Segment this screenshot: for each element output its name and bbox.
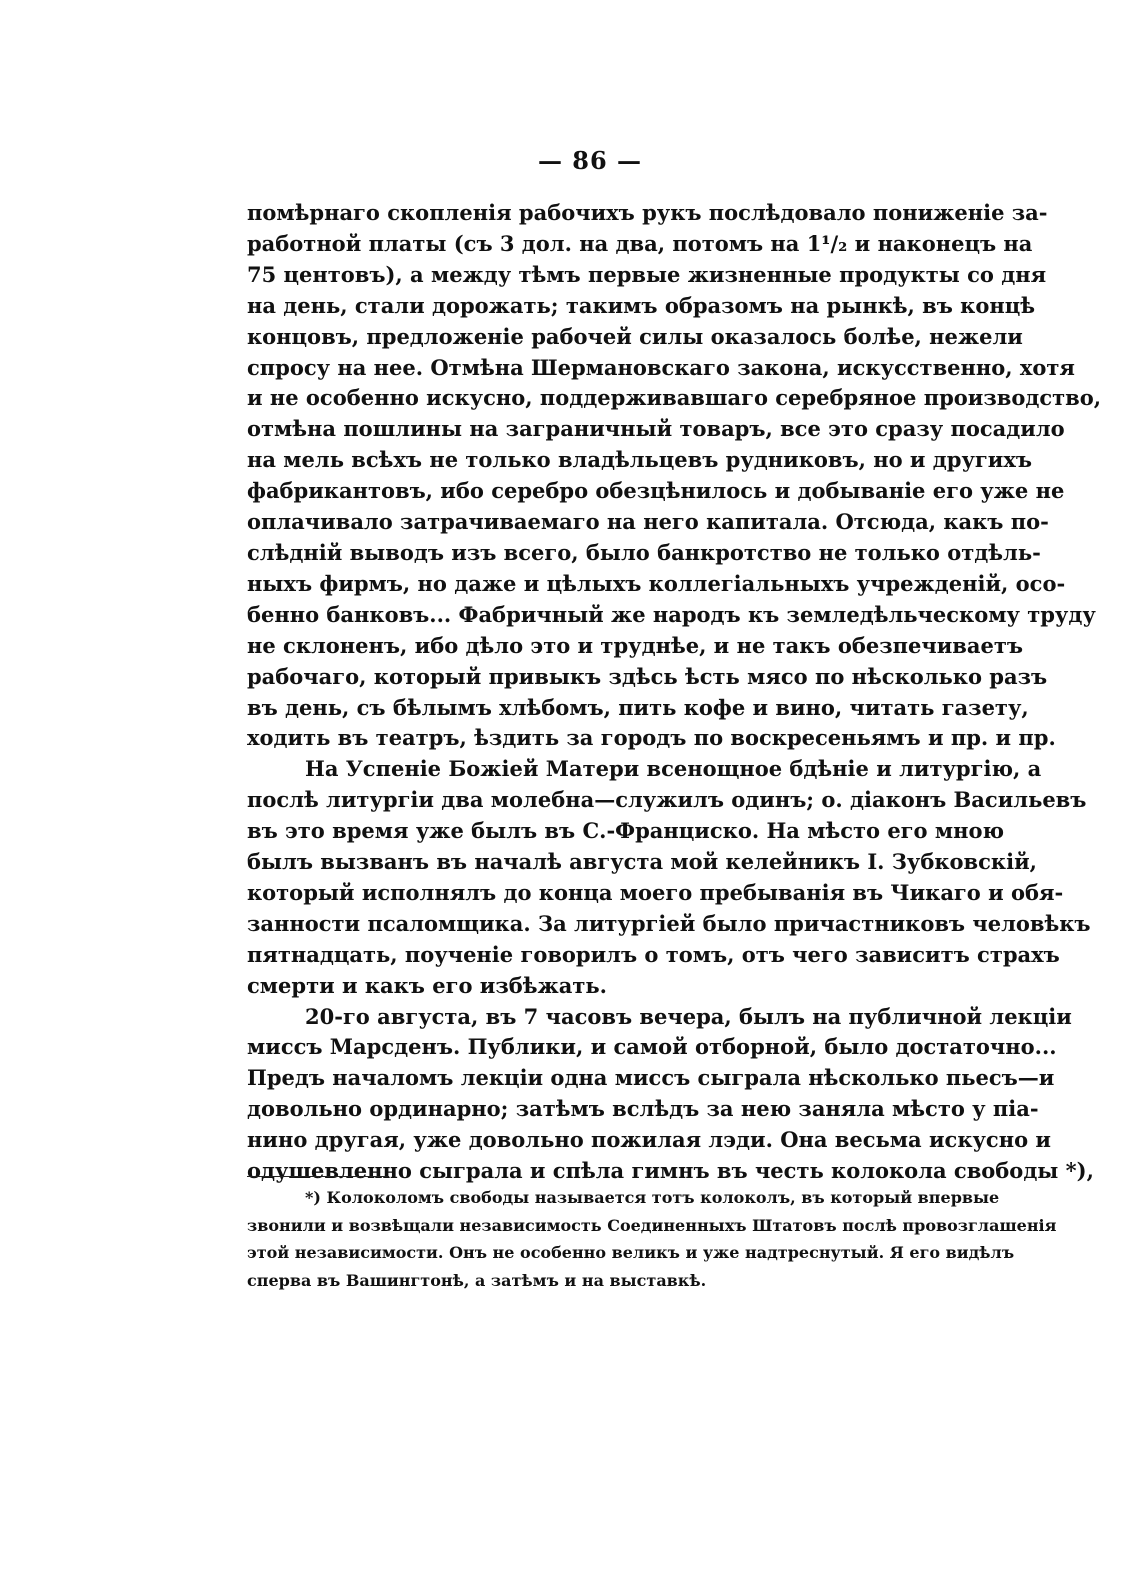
text-line: 20-го августа, въ 7 часовъ вечера, былъ на публичной лекціи (305, 1003, 1072, 1029)
text-line: въ это время уже былъ въ С.-Франциско. На мѣсто его мною (247, 818, 1005, 844)
text-line: на день, стали дорожать; такимъ образомъ на рынкѣ, въ концѣ (247, 292, 1036, 318)
page-number: — 86 — (537, 146, 643, 175)
text-line: одушевленно сыграла и спѣла гимнъ въ честь колокола свободы *), (247, 1158, 1094, 1184)
text-line: фабрикантовъ, ибо серебро обезцѣнилось и добываніе его уже не (247, 478, 1065, 504)
footnote-line: сперва въ Вашингтонѣ, а затѣмъ и на выставкѣ. (247, 1270, 707, 1290)
text-line: довольно ординарно; затѣмъ вслѣдъ за нею заняла мѣсто у піа- (247, 1096, 1039, 1122)
text-line: 75 центовъ), а между тѣмъ первые жизненные продукты со дня (247, 261, 1047, 287)
main-text (247, 198, 1102, 1187)
text-line: помѣрнаго скопленія рабочихъ рукъ послѣдовало пониженіе за- (247, 200, 1048, 225)
text-line: пятнадцать, поученіе говорилъ о томъ, отъ чего зависитъ страхъ (247, 941, 1060, 967)
text-line: нино другая, уже довольно пожилая лэди. Она весьма искусно и (247, 1127, 1051, 1153)
text-line: спросу на нее. Отмѣна Шермановскаго закона, искусственно, хотя (247, 354, 1075, 380)
text-line: ныхъ фирмъ, но даже и цѣлыхъ коллегіальныхъ учрежденій, осо- (247, 570, 1066, 596)
text-line: былъ вызванъ въ началѣ августа мой келейникъ І. Зубковскій, (247, 849, 1037, 875)
text-line: отмѣна пошлины на заграничный товаръ, все это сразу посадило (247, 416, 1065, 442)
text-line: концовъ, предложеніе рабочей силы оказалось болѣе, нежели (247, 323, 1023, 349)
text-line: слѣдній выводъ изъ всего, было банкротство не только отдѣль- (247, 539, 1041, 565)
footnote-line: *) Колоколомъ свободы называется тотъ колоколъ, въ который впервые (305, 1188, 1000, 1207)
footnote-divider (247, 1176, 389, 1177)
text-line: въ день, съ бѣлымъ хлѣбомъ, пить кофе и вино, читать газету, (247, 694, 1029, 720)
text-line: ходить въ театръ, ѣздить за городъ по воскресеньямъ и пр. и пр. (247, 725, 1056, 751)
text-line: занности псаломщика. За литургіей было причастниковъ человѣкъ (247, 910, 1091, 936)
text-line: рабочаго, который привыкъ здѣсь ѣсть мясо по нѣсколько разъ (247, 663, 1048, 689)
text-line: на мель всѣхъ не только владѣльцевъ рудниковъ, но и другихъ (247, 447, 1032, 473)
text-line: бенно банковъ... Фабричный же народъ къ земледѣльческому труду (247, 601, 1096, 627)
footnote-line: этой независимости. Онъ не особенно великъ и уже надтреснутый. Я его видѣлъ (247, 1243, 1015, 1262)
text-line: и не особенно искусно, поддерживавшаго серебряное производство, (247, 385, 1102, 411)
text-line: На Успеніе Божіей Матери всенощное бдѣніе и литургію, а (305, 756, 1042, 782)
text-line: не склоненъ, ибо дѣло это и труднѣе, и не такъ обезпечиваетъ (247, 632, 1023, 658)
footnote-line: звонили и возвѣщали независимость Соединенныхъ Штатовъ послѣ провозглашенія (247, 1215, 1057, 1235)
text-line: работной платы (съ 3 дол. на два, потомъ на 1¹/₂ и наконецъ на (247, 230, 1033, 256)
text-line: который исполнялъ до конца моего пребыванія въ Чикаго и обя- (247, 879, 1064, 905)
text-line: послѣ литургіи два молебна—служилъ одинъ; о. діаконъ Васильевъ (247, 787, 1087, 813)
text-line: Предъ началомъ лекціи одна миссъ сыграла нѣсколько пьесъ—и (247, 1065, 1055, 1091)
text-line: смерти и какъ его избѣжать. (247, 972, 607, 998)
footnote (247, 1184, 1057, 1294)
text-line: миссъ Марсденъ. Публики, и самой отборной, было достаточно... (247, 1034, 1057, 1060)
text-line: оплачивало затрачиваемаго на него капитала. Отсюда, какъ по- (247, 509, 1049, 535)
